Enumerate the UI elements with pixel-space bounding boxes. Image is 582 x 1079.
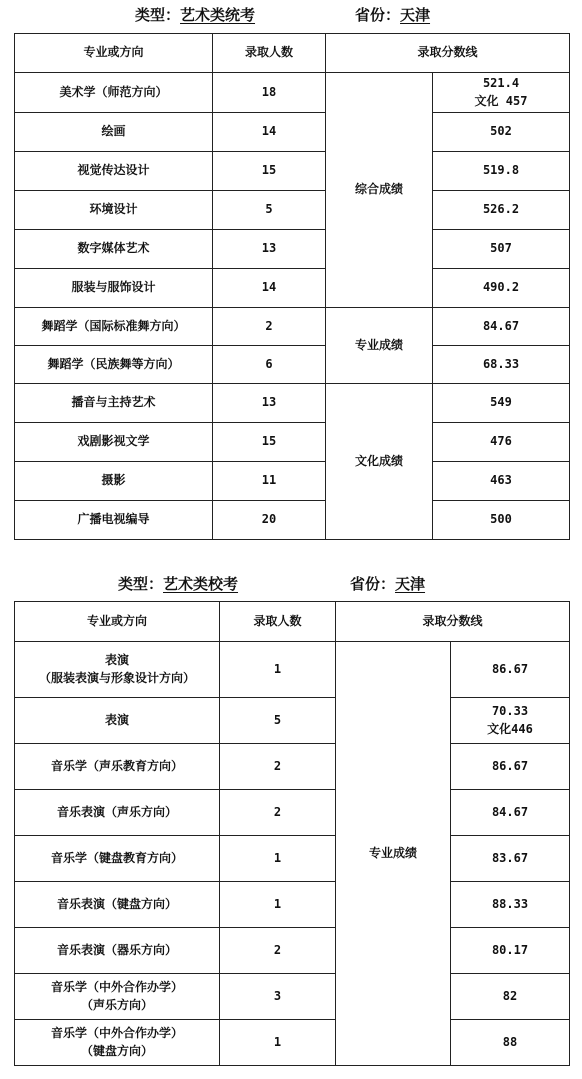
cell-score: 526.2 [433,191,570,230]
cell-count: 5 [220,698,336,744]
header-major: 专业或方向 [15,34,213,73]
cell-count: 13 [213,384,326,423]
cell-score: 502 [433,113,570,152]
cell-major: 视觉传达设计 [15,152,213,191]
section1-type-label: 类型： [135,6,181,24]
cell-score: 86.67 [451,744,570,790]
cell-count: 5 [213,191,326,230]
cell-major: 播音与主持艺术 [15,384,213,423]
cell-major: 音乐表演（器乐方向） [15,928,220,974]
table-row [15,790,570,836]
cell-major: 环境设计 [15,191,213,230]
cell-major: 摄影 [15,462,213,501]
cell-score: 88.33 [451,882,570,928]
table-row [15,113,570,152]
cell-major: 音乐表演（键盘方向） [15,882,220,928]
section2-table [14,601,570,1066]
cell-count: 3 [220,974,336,1020]
table-row [15,642,570,698]
cell-count: 1 [220,836,336,882]
cell-score: 88 [451,1020,570,1066]
table-row [15,308,570,346]
table-row [15,152,570,191]
table-header-row [15,602,570,642]
section2-type-value: 艺术类校考 [163,575,239,593]
cell-major: 音乐学（声乐教育方向） [15,744,220,790]
cell-major: 音乐表演（声乐方向） [15,790,220,836]
section1-province [355,4,430,25]
cell-count: 15 [213,152,326,191]
cell-score-type: 专业成绩 [326,308,433,384]
section1-table [14,33,570,540]
header-score: 录取分数线 [326,34,570,73]
cell-score: 463 [433,462,570,501]
table-row [15,191,570,230]
section2-province-value: 天津 [395,575,426,593]
table-row [15,836,570,882]
table-row [15,1020,570,1066]
table-row [15,384,570,423]
section1-type-value: 艺术类统考 [180,6,256,24]
cell-major: 绘画 [15,113,213,152]
table-row [15,974,570,1020]
table-row [15,698,570,744]
cell-score: 507 [433,230,570,269]
cell-count: 14 [213,113,326,152]
table-row [15,346,570,384]
cell-count: 20 [213,501,326,540]
header-major: 专业或方向 [15,602,220,642]
table-row [15,269,570,308]
cell-score: 500 [433,501,570,540]
section1-province-label: 省份： [355,6,401,24]
section2-header [118,573,238,594]
cell-score: 83.67 [451,836,570,882]
table-header-row [15,34,570,73]
cell-score: 68.33 [433,346,570,384]
table-row [15,462,570,501]
header-count: 录取人数 [213,34,326,73]
section2-province [350,573,425,594]
cell-count: 15 [213,423,326,462]
table-row [15,230,570,269]
cell-score: 519.8 [433,152,570,191]
cell-count: 2 [213,308,326,346]
table-row [15,744,570,790]
cell-score: 82 [451,974,570,1020]
section2-type-label: 类型： [118,575,164,593]
cell-major: 美术学（师范方向） [15,73,213,113]
section2-province-label: 省份： [350,575,396,593]
cell-major: 音乐学（键盘教育方向） [15,836,220,882]
cell-major: 广播电视编导 [15,501,213,540]
cell-count: 13 [213,230,326,269]
cell-score: 84.67 [451,790,570,836]
cell-score-type: 综合成绩 [326,73,433,308]
cell-major: 数字媒体艺术 [15,230,213,269]
cell-major: 舞蹈学（民族舞等方向） [15,346,213,384]
header-score: 录取分数线 [336,602,570,642]
cell-count: 18 [213,73,326,113]
cell-score-type: 文化成绩 [326,384,433,540]
cell-count: 2 [220,928,336,974]
cell-score: 70.33 文化446 [451,698,570,744]
cell-score: 84.67 [433,308,570,346]
cell-count: 14 [213,269,326,308]
cell-count: 2 [220,744,336,790]
cell-score: 476 [433,423,570,462]
cell-score-type: 专业成绩 [336,642,451,1066]
table-row [15,501,570,540]
cell-score: 549 [433,384,570,423]
cell-count: 1 [220,1020,336,1066]
cell-count: 2 [220,790,336,836]
cell-major: 表演 （服装表演与形象设计方向） [15,642,220,698]
cell-major: 音乐学（中外合作办学） （声乐方向） [15,974,220,1020]
table-row [15,882,570,928]
cell-major: 音乐学（中外合作办学） （键盘方向） [15,1020,220,1066]
section1-province-value: 天津 [400,6,431,24]
cell-score: 80.17 [451,928,570,974]
cell-major: 舞蹈学（国际标准舞方向） [15,308,213,346]
cell-count: 1 [220,642,336,698]
header-count: 录取人数 [220,602,336,642]
cell-count: 11 [213,462,326,501]
cell-major: 表演 [15,698,220,744]
cell-major: 服装与服饰设计 [15,269,213,308]
cell-major: 戏剧影视文学 [15,423,213,462]
table-row [15,928,570,974]
cell-score: 86.67 [451,642,570,698]
cell-score: 490.2 [433,269,570,308]
table-row [15,73,570,113]
cell-score: 521.4 文化 457 [433,73,570,113]
table-row [15,423,570,462]
cell-count: 6 [213,346,326,384]
cell-count: 1 [220,882,336,928]
section1-header [135,4,255,25]
